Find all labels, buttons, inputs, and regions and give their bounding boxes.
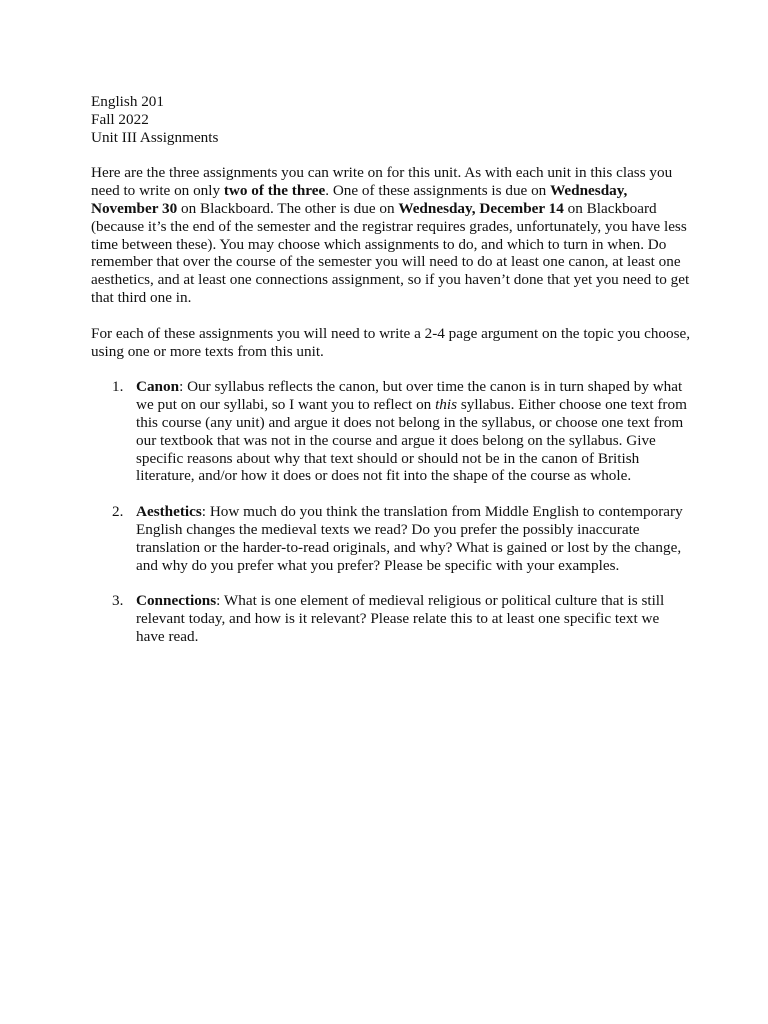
assignment-emphasis: this [435, 396, 458, 414]
document-page [91, 93, 691, 664]
list-item [91, 592, 691, 645]
spacer [91, 307, 691, 325]
intro-text-3: on Blackboard. The other is due on [177, 199, 399, 217]
list-item [91, 378, 691, 485]
assignment-title: Canon [136, 378, 180, 396]
assignment-title: Connections [136, 592, 217, 610]
list-number: 2. [112, 503, 124, 521]
intro-paragraph [91, 164, 691, 306]
assignment-text: syllabus. Either choose one text from this course (any unit) and argue it does not belong in the syllabus, or choose one text from our textbook that was not in the course and argue it does belong on the syllabus. Give specific reasons about why that text should or should not be in the canon of British literature, and/or how it does or does not fit into the shape of the course as whole. [136, 396, 687, 485]
spacer [91, 146, 691, 164]
assignment-text: : How much do you think the translation from Middle English to contemporary English changes the medieval texts we read? Do you prefer the possibly inaccurate translation or the harder-to-read originals, and why? What is gained or lost by the change, and why do you prefer what you prefer? Please be specific with your examples. [136, 503, 683, 574]
intro-text-1: Here are the three assignments you can write on for this unit. As with each unit in this class you need to write on only [91, 164, 673, 200]
assignment-title: Aesthetics [136, 503, 202, 521]
intro-emphasis-count: two of the three [223, 182, 326, 200]
due-date-2: Wednesday, December 14 [398, 199, 564, 217]
spacer [91, 360, 691, 378]
list-number: 1. [112, 378, 124, 396]
term: Fall 2022 [91, 110, 149, 128]
list-number: 3. [112, 592, 124, 610]
course-name: English 201 [91, 93, 164, 110]
intro-text-4: on Blackboard (because it’s the end of the semester and the registrar requires grades, unfortunately, you have less time between these). You may choose which assignments to do, and which to turn in when. Do remember that over the course of the semester you will need to do at least one canon, at least one aesthetics, and at least one connections assignment, so if you haven’t done that yet you need to get that third one in. [91, 199, 690, 306]
list-item [91, 503, 691, 574]
assignment-text: : What is one element of medieval religious or political culture that is still relevant today, and how is it relevant? Please relate this to at least one specific text we have read. [136, 592, 665, 645]
instructions-paragraph: For each of these assignments you will need to write a 2-4 page argument on the topic you choose, using one or more texts from this unit. [91, 324, 691, 360]
assignment-list [91, 378, 691, 645]
intro-text-2: . One of these assignments is due on [325, 182, 551, 200]
assignment-text: : Our syllabus reflects the canon, but over time the canon is in turn shaped by what we put on our syllabi, so I want you to reflect on [136, 378, 683, 414]
due-date-1: Wednesday, November 30 [91, 182, 628, 217]
unit-title: Unit III Assignments [91, 128, 219, 146]
